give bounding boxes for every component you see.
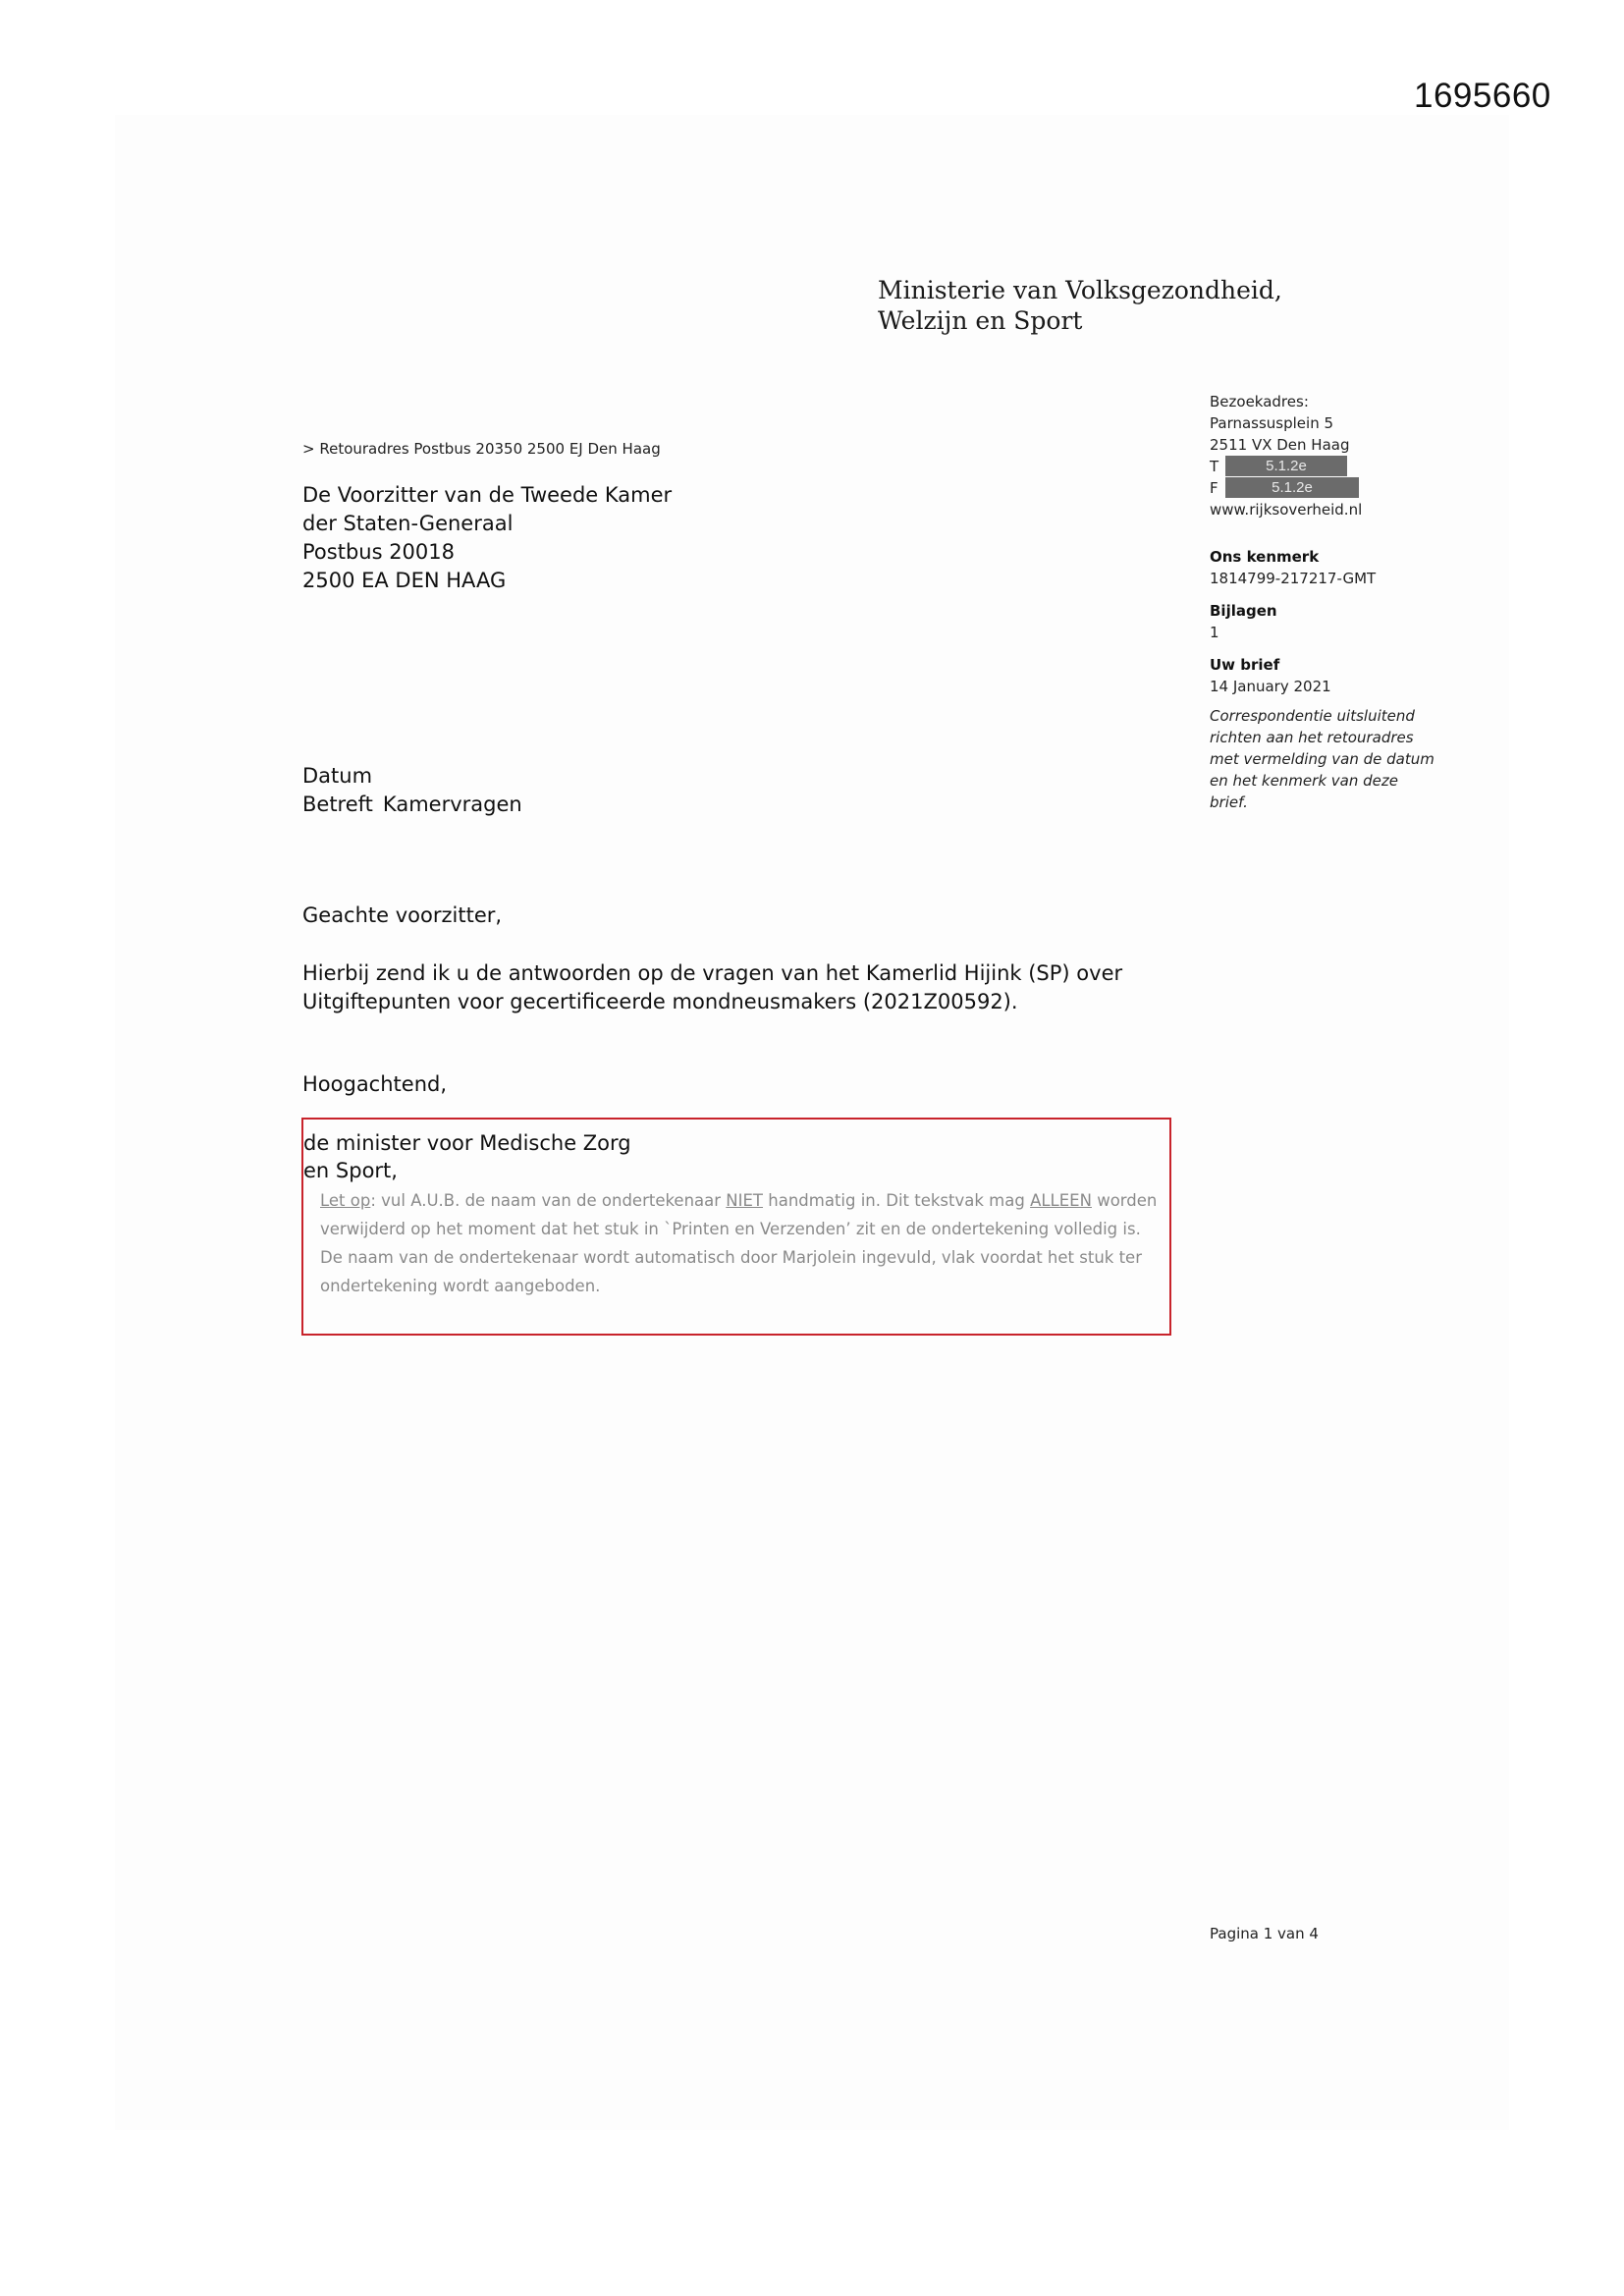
fax-redaction: 5.1.2e	[1225, 477, 1359, 498]
sidebar-contact-info	[1210, 391, 1435, 813]
recipient-address	[302, 481, 672, 595]
recipient-line: Postbus 20018	[302, 540, 455, 564]
ons-kenmerk-value: 1814799-217217-GMT	[1210, 570, 1377, 587]
recipient-line: der Staten-Generaal	[302, 512, 514, 535]
datum-row	[302, 762, 522, 791]
uw-brief-label: Uw brief	[1210, 656, 1280, 674]
uw-brief-value: 14 January 2021	[1210, 678, 1331, 695]
ministry-line-2: Welzijn en Sport	[878, 306, 1083, 335]
bijlagen-value: 1	[1210, 624, 1219, 641]
signer-title	[303, 1129, 631, 1184]
recipient-line: 2500 EA DEN HAAG	[302, 569, 507, 592]
phone-row	[1210, 456, 1435, 477]
ministry-line-1: Ministerie van Volksgezondheid,	[878, 276, 1282, 304]
betreft-value: Kamervragen	[382, 793, 522, 816]
correspondence-note: Correspondentie uitsluitend richten aan het retouradres met vermelding van de datum en het kenmerk van deze brief.	[1210, 707, 1435, 811]
page-number: Pagina 1 van 4	[1210, 1925, 1319, 1942]
phone-redaction: 5.1.2e	[1225, 456, 1347, 476]
signer-line: de minister voor Medische Zorg	[303, 1131, 631, 1155]
document-number: 1695660	[1414, 77, 1551, 115]
ons-kenmerk-label: Ons kenmerk	[1210, 548, 1320, 566]
phone-label: T	[1210, 458, 1219, 475]
datum-label: Datum	[302, 764, 373, 788]
niet-emphasis: NIET	[726, 1191, 764, 1210]
visit-address-label: Bezoekadres:	[1210, 393, 1309, 410]
signature-textbox[interactable]	[301, 1118, 1171, 1336]
ministry-logo-text	[878, 275, 1282, 336]
alleen-emphasis: ALLEEN	[1030, 1191, 1092, 1210]
fax-row	[1210, 477, 1435, 499]
betreft-label: Betreft	[302, 793, 373, 816]
body-line: Uitgiftepunten voor gecertificeerde mondneusmakers (2021Z00592).	[302, 990, 1018, 1013]
body-line: Hierbij zend ik u de antwoorden op de vragen van het Kamerlid Hijink (SP) over	[302, 961, 1123, 985]
signer-line: en Sport,	[303, 1159, 398, 1182]
closing: Hoogachtend,	[302, 1072, 448, 1096]
recipient-line: De Voorzitter van de Tweede Kamer	[302, 483, 673, 507]
let-op-label: Let op	[320, 1191, 371, 1210]
signature-instruction-note: Let op: vul A.U.B. de naam van de ondertekenaar NIET handmatig in. Dit tekstvak mag ALLEEN worden verwijderd op het moment dat het stuk in `Printen en Verzenden’ zit en de ondertekening volledig is. De naam van de ondertekenaar wordt automatisch door Marjolein ingevuld, vlak voordat het stuk ter ondertekening wordt aangeboden.	[320, 1191, 1158, 1295]
letter-meta	[302, 762, 522, 819]
bijlagen-label: Bijlagen	[1210, 602, 1277, 620]
betreft-row	[302, 791, 522, 819]
return-address: > Retouradres Postbus 20350 2500 EJ Den Haag	[302, 440, 661, 458]
visit-postal-city: 2511 VX Den Haag	[1210, 436, 1350, 454]
letter-body	[302, 959, 1186, 1016]
fax-label: F	[1210, 479, 1218, 497]
salutation: Geachte voorzitter,	[302, 903, 503, 927]
website-link[interactable]: www.rijksoverheid.nl	[1210, 501, 1363, 519]
visit-street: Parnassusplein 5	[1210, 414, 1334, 432]
